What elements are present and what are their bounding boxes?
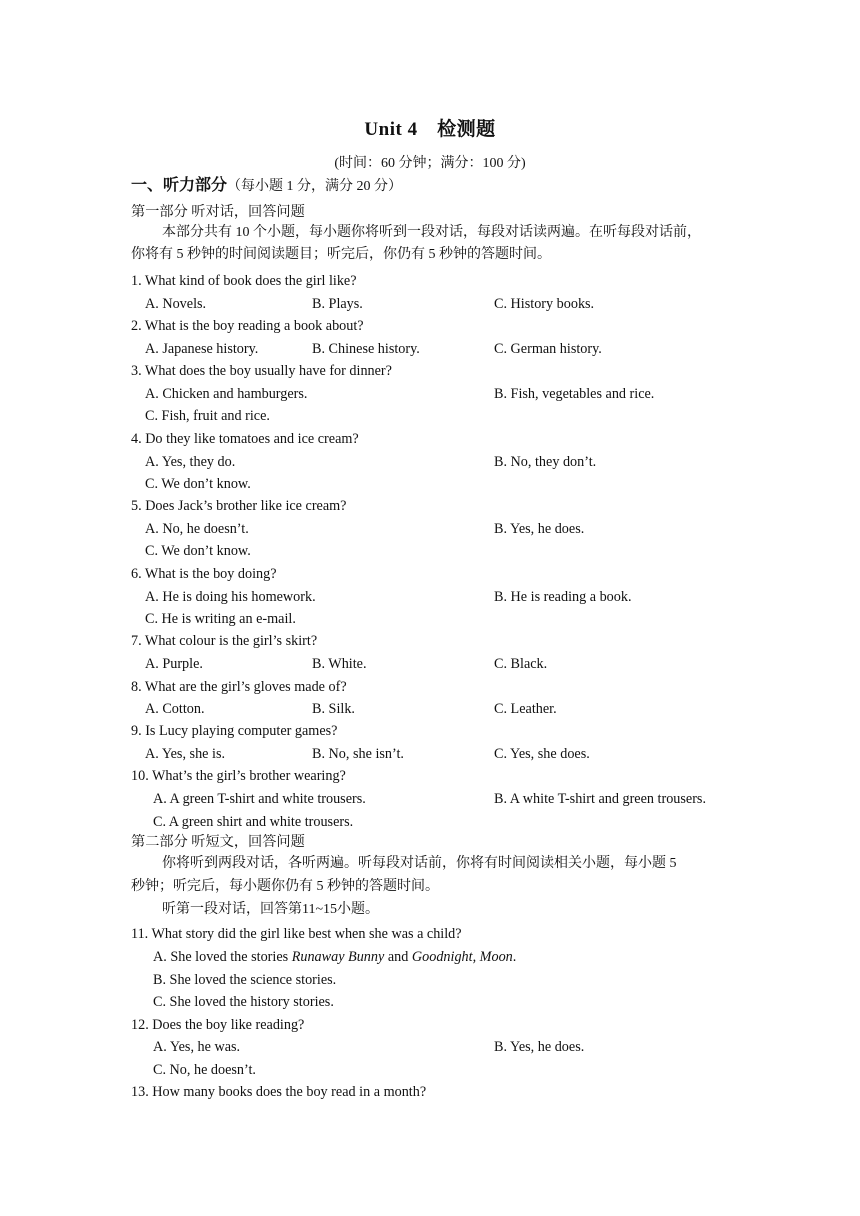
q6-option-a: A. He is doing his homework. — [145, 589, 316, 605]
q11-option-c: C. She loved the history stories. — [153, 994, 334, 1010]
q8-option-a: A. Cotton. — [145, 701, 205, 717]
q5-option-c: C. We don’t know. — [145, 543, 251, 559]
q2-option-a: A. Japanese history. — [145, 341, 259, 357]
section-score-note: （每小题 1 分，满分 20 分） — [227, 179, 403, 194]
q10-option-b: B. A white T-shirt and green trousers. — [494, 791, 706, 807]
q9-option-c: C. Yes, she does. — [494, 746, 590, 762]
question-1: 1. What kind of book does the girl like? — [131, 273, 357, 289]
q4-option-a: A. Yes, they do. — [145, 454, 236, 470]
part2-instructions-line1: 你将听到两段对话，各听两遍。听每段对话前，你将有时间阅读相关小题，每小题 5 — [162, 856, 677, 871]
part1-instructions-line2: 你将有 5 秒钟的时间阅读题目；听完后，你仍有 5 秒钟的答题时间。 — [131, 247, 551, 262]
q5-option-a: A. No, he doesn’t. — [145, 521, 249, 537]
section-title: 一、听力部分 — [131, 177, 228, 194]
q11-option-a-prefix: A. She loved the stories — [153, 949, 292, 965]
q11-option-a-and: and — [384, 949, 412, 965]
q11-option-b: B. She loved the science stories. — [153, 972, 337, 988]
question-4: 4. Do they like tomatoes and ice cream? — [131, 431, 359, 447]
q11-title-goodnight-moon: Goodnight, Moon — [411, 949, 513, 965]
q8-option-b: B. Silk. — [312, 701, 355, 717]
q11-option-a — [153, 948, 516, 966]
question-3: 3. What does the boy usually have for dinner? — [131, 363, 392, 379]
question-8: 8. What are the girl’s gloves made of? — [131, 679, 347, 695]
q5-option-b: B. Yes, he does. — [494, 521, 585, 537]
q7-option-a: A. Purple. — [145, 656, 203, 672]
question-12: 12. Does the boy like reading? — [131, 1017, 305, 1033]
question-10: 10. What’s the girl’s brother wearing? — [131, 768, 346, 784]
q11-title-runaway-bunny: Runaway Bunny — [291, 949, 385, 965]
q1-option-a: A. Novels. — [145, 296, 207, 312]
q10-option-c: C. A green shirt and white trousers. — [153, 814, 354, 830]
question-9: 9. Is Lucy playing computer games? — [131, 723, 338, 739]
question-5: 5. Does Jack’s brother like ice cream? — [131, 498, 347, 514]
q12-option-a: A. Yes, he was. — [153, 1039, 241, 1055]
q4-option-c: C. We don’t know. — [145, 476, 251, 492]
q3-option-a: A. Chicken and hamburgers. — [145, 386, 308, 402]
dialogue1-intro: 听第一段对话，回答第11~15小题。 — [162, 902, 380, 917]
q1-option-c: C. History books. — [494, 296, 595, 312]
section-heading — [131, 177, 402, 196]
part1-heading: 第一部分 听对话，回答问题 — [131, 204, 305, 220]
q6-option-b: B. He is reading a book. — [494, 589, 632, 605]
part2-instructions-line2: 秒钟；听完后，每小题你仍有 5 秒钟的答题时间。 — [131, 879, 439, 894]
q4-option-b: B. No, they don’t. — [494, 454, 597, 470]
page-title: Unit 4 检测题 — [364, 119, 496, 140]
question-6: 6. What is the boy doing? — [131, 566, 277, 582]
q10-option-a: A. A green T-shirt and white trousers. — [153, 791, 366, 807]
q12-option-c: C. No, he doesn’t. — [153, 1062, 256, 1078]
q1-option-b: B. Plays. — [312, 296, 363, 312]
q6-option-c: C. He is writing an e-mail. — [145, 611, 296, 627]
question-7: 7. What colour is the girl’s skirt? — [131, 633, 318, 649]
part2-heading: 第二部分 听短文，回答问题 — [131, 834, 305, 850]
q2-option-c: C. German history. — [494, 341, 602, 357]
exam-time-score: (时间：60 分钟；满分：100 分) — [334, 156, 526, 171]
question-2: 2. What is the boy reading a book about? — [131, 318, 364, 334]
q11-option-a-end: . — [512, 949, 517, 965]
q2-option-b: B. Chinese history. — [312, 341, 420, 357]
q9-option-b: B. No, she isn’t. — [312, 746, 404, 762]
part1-instructions-line1: 本部分共有 10 个小题，每小题你将听到一段对话，每段对话读两遍。在听每段对话前， — [162, 225, 701, 240]
q9-option-a: A. Yes, she is. — [145, 746, 226, 762]
q7-option-b: B. White. — [312, 656, 367, 672]
question-13: 13. How many books does the boy read in a month? — [131, 1084, 427, 1100]
q12-option-b: B. Yes, he does. — [494, 1039, 585, 1055]
q8-option-c: C. Leather. — [494, 701, 557, 717]
question-11: 11. What story did the girl like best when she was a child? — [131, 926, 462, 942]
q7-option-c: C. Black. — [494, 656, 548, 672]
q3-option-b: B. Fish, vegetables and rice. — [494, 386, 655, 402]
q3-option-c: C. Fish, fruit and rice. — [145, 408, 270, 424]
